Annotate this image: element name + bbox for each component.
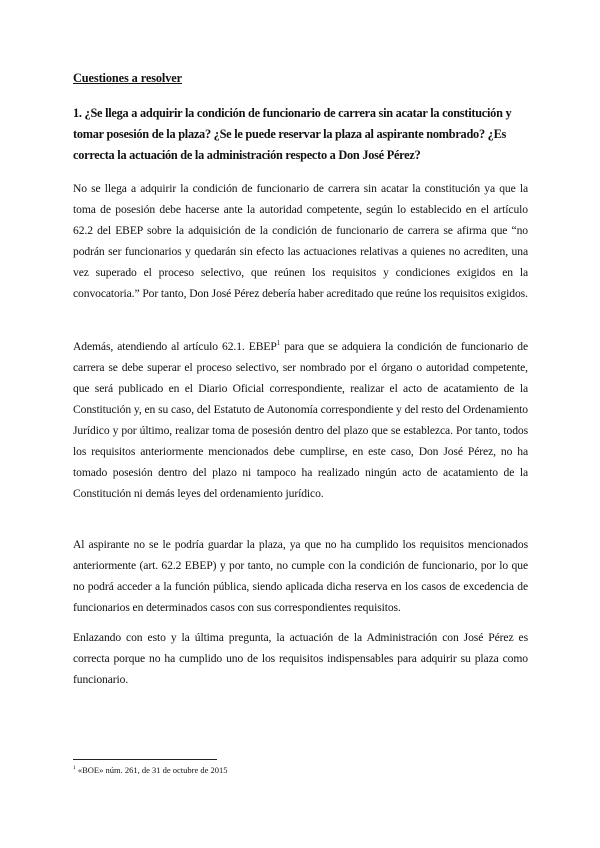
paragraph-2-text-b: para que se adquiera la condición de funcionario de carrera se debe superar el proceso selectivo, ser nombrado por el órgano o autoridad competente, que será publicado en el Diario Oficial correspondiente, realizar el acto de acatamiento de la Constitución y, en su caso, del Estatuto de Autonomía correspondiente y del resto del Ordenamiento Jurídico y por último, realizar toma de posesión dentro del plazo que se establezca. Por tanto, todos los requisitos anteriormente mencionados debe cumplirse, en este caso, Don José Pérez, no ha tomado posesión dentro del plazo ni tampoco ha realizado ningún acto de acatamiento de la Constitución ni demás leyes del ordenamiento jurídico. xyxy=(73,340,528,500)
paragraph-1: No se llega a adquirir la condición de funcionario de carrera sin acatar la constitución ya que la toma de posesión debe hacerse ante la autoridad competente, según lo establecido en el artículo 62.2 del EBEP sobre la adquisición de la condición de funcionario de carrera se afirma que “no podrán ser funcionarios y quedarán sin efecto las actuaciones relativas a quienes no acrediten, una vez superado el proceso selectivo, que reúnen los requisitos y condiciones exigidos en la convocatoria.” Por tanto, Don José Pérez debería haber acreditado que reúne los requisitos exigidos. xyxy=(73,182,528,300)
section-heading: Cuestiones a resolver xyxy=(73,71,183,85)
paragraph-2 xyxy=(73,336,528,504)
paragraph-4: Enlazando con esto y la última pregunta, la actuación de la Administración con José Pérez es correcta porque no ha cumplido uno de los requisitos indispensables para adquirir su plaza como funcionario. xyxy=(73,631,528,686)
footnote-reference[interactable]: 1 xyxy=(276,339,281,348)
footnote-marker: 1 xyxy=(73,765,76,772)
footnote-separator xyxy=(73,759,217,760)
question-heading: 1. ¿Se llega a adquirir la condición de funcionario de carrera sin acatar la constitución y tomar posesión de la plaza? ¿Se le puede reservar la plaza al aspirante nombrado? ¿Es correcta la actuación de la administración respecto a Don José Pérez? xyxy=(73,106,512,162)
paragraph-3: Al aspirante no se le podría guardar la plaza, ya que no ha cumplido los requisitos mencionados anteriormente (art. 62.2 EBEP) y por tanto, no cumple con la condición de funcionario, por lo que no podrá acceder a la función pública, siendo aplicada dicha reserva en los casos de excedencia de funcionarios en determinados casos con sus correspondientes requisitos. xyxy=(73,538,528,614)
footnote-text: «BOE» núm. 261, de 31 de octubre de 2015 xyxy=(75,765,228,775)
footnote xyxy=(73,764,228,776)
paragraph-2-text-a: Además, atendiendo al artículo 62.1. EBEP xyxy=(73,340,277,353)
